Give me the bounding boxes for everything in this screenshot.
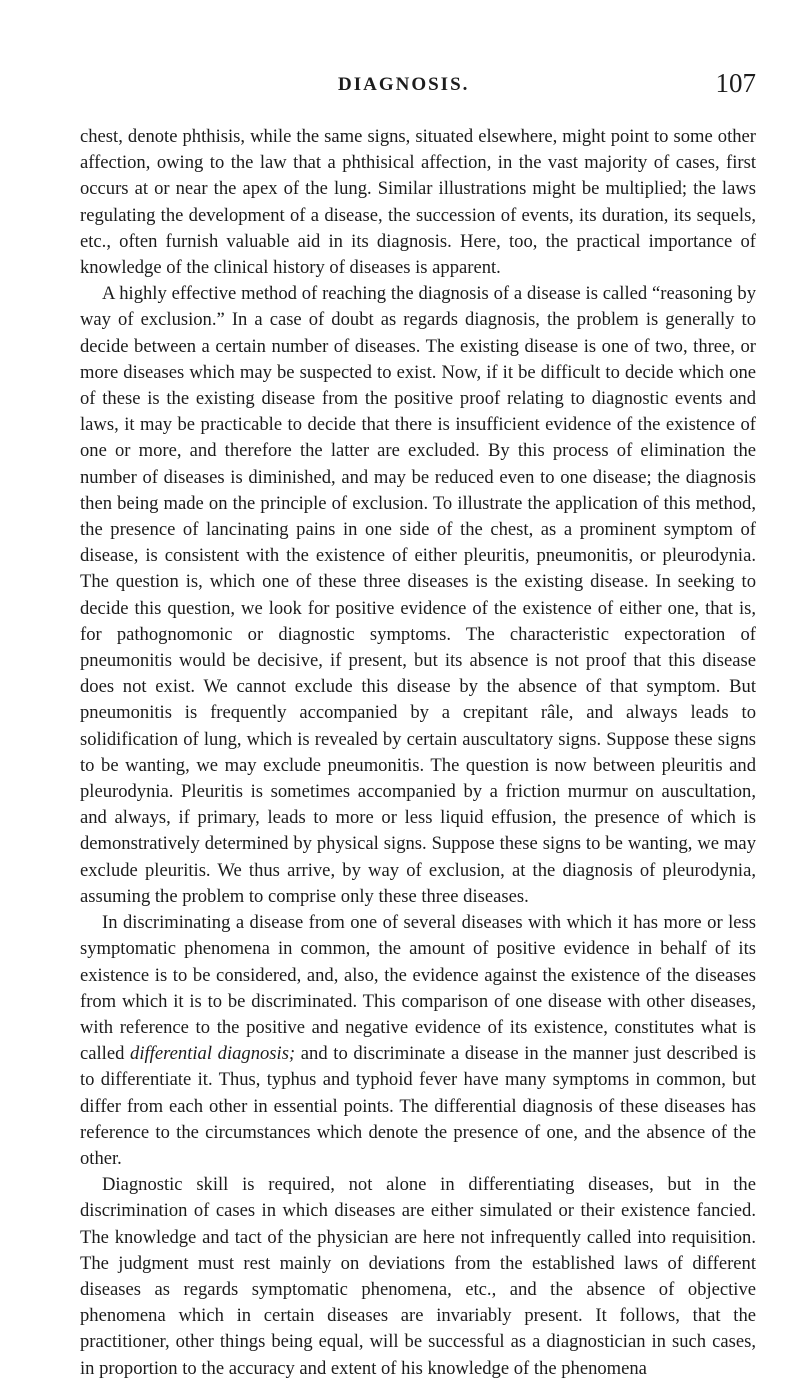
paragraph-diagnostic-skill: Diagnostic skill is required, not alone in differentiating diseases, but in the discrimination of cases in which diseases are either simulated or their existence fancied. The knowledge and tact of the physician are here not infrequently called into requisition. The judgment must rest mainly on deviations from the established laws of different diseases as regards symptomatic phenomena, etc., and the absence of objective phenomena which in certain diseases are invariably present. It follows, that the practitioner, other things being equal, will be successful as a diagnostician in such cases, in proportion to the accuracy and extent of his knowledge of the phenomena — [80, 1174, 756, 1379]
paragraph-text-before: In discriminating a disease from one of several diseases with which it has more or less symptomatic phenomena in common, the amount of positive evidence in behalf of its existence is to be considered, and, also, the evidence against the existence of the diseases from which it is to be discriminated. This comparison of one disease with other diseases, with reference to the positive and negative evidence of its existence, constitutes what is called — [80, 912, 756, 1065]
emphasis-differential-diagnosis: differential diagnosis; — [130, 1043, 296, 1065]
page-number: 107 — [715, 68, 756, 98]
paragraph-differential-diagnosis — [80, 910, 756, 1172]
page-header — [80, 68, 756, 102]
paragraph-reasoning-by-exclusion: A highly effective method of reaching the diagnosis of a disease is called “reasoning by way of exclusion.” In a case of doubt as regards diagnosis, the problem is generally to decide between a certain number of diseases. The existing disease is one of two, three, or more diseases which may be suspected to exist. Now, if it be difficult to decide which one of these is the existing disease from the positive proof relating to diagnostic events and laws, it may be practicable to decide that there is insufficient evidence of the existence of one or more, and therefore the latter are excluded. By this process of elimination the number of diseases is diminished, and may be reduced even to one disease; the diagnosis then being made on the principle of exclusion. To illustrate the application of this method, the presence of lancinating pains in one side of the chest, as a prominent symptom of disease, is consistent with the existence of either pleuritis, pneumonitis, or pleurodynia. The question is, which one of these three diseases is the existing disease. In seeking to decide this question, we look for positive evidence of the existence of either one, that is, for pathognomonic or diagnostic symptoms. The characteristic expectoration of pneumonitis would be decisive, if present, but its absence is not proof that this disease does not exist. We cannot exclude this disease by the absence of that symptom. But pneumonitis is frequently accompanied by a crepitant râle, and always leads to solidification of lung, which is revealed by certain auscultatory signs. Suppose these signs to be wanting, we may exclude pneumonitis. The question is now between pleuritis and pleurodynia. Pleuritis is sometimes accompanied by a friction murmur on auscultation, and always, if primary, leads to more or less liquid effusion, the presence of which is demonstratively determined by physical signs. Suppose these signs to be wanting, we may exclude pleuritis. We thus arrive, by way of exclusion, at the diagnosis of pleurodynia, assuming the problem to comprise only these three diseases. — [80, 283, 756, 907]
running-title: DIAGNOSIS. — [338, 74, 470, 95]
paragraph-continued: chest, denote phthisis, while the same signs, situated elsewhere, might point to some other affection, owing to the law that a phthisical affection, in the vast majority of cases, first occurs at or near the apex of the lung. Similar illustrations might be multiplied; the laws regulating the development of a disease, the succession of events, its duration, its sequels, etc., often furnish valuable aid in its diagnosis. Here, too, the practical importance of knowledge of the clinical history of diseases is apparent. — [80, 126, 756, 279]
body-text — [80, 124, 756, 1382]
paragraph-text-after: and to discriminate a disease in the manner just described is to differentiate it. Thus, typhus and typhoid fever have many symptoms in common, but differ from each other in essential points. The differential diagnosis of these diseases has reference to the circumstances which denote the presence of one, and the absence of the other. — [80, 1043, 756, 1169]
